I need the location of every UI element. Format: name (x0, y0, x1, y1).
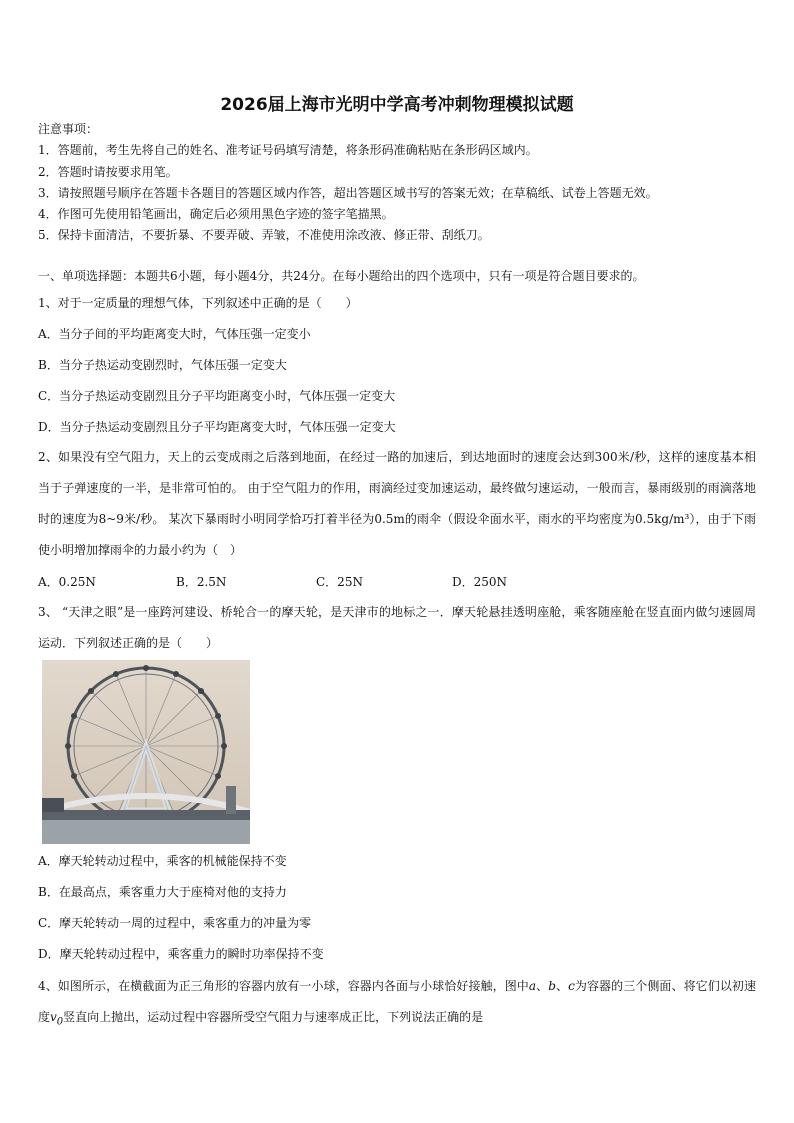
notice-item: 4．作图可先使用铅笔画出，确定后必须用黑色字迹的签字笔描黑。 (38, 207, 394, 221)
question-3-option-b: B．在最高点，乘客重力大于座椅对他的支持力 (38, 885, 287, 899)
variable-a: a (528, 979, 537, 993)
question-3-option-a: A．摩天轮转动过程中，乘客的机械能保持不变 (38, 854, 287, 868)
section-heading: 一、单项选择题：本题共6小题，每小题4分，共24分。在每小题给出的四个选项中，只有一项是符合题目要求的。 (38, 269, 645, 283)
variable-v0: $v_0$ (50, 1010, 64, 1028)
notice-item: 5．保持卡面清洁，不要折暴、不要弄破、弄皱，不准使用涂改液、修正带、刮纸刀。 (38, 228, 490, 242)
question-2-option-a: A．0.25N (38, 575, 96, 589)
question-1-stem: 1、对于一定质量的理想气体，下列叙述中正确的是（ ） (38, 296, 358, 310)
question-2-stem: 2、如果没有空气阻力，天上的云变成雨之后落到地面，在经过一路的加速后，到达地面时的速度会达到300米/秒，这样的速度基本相当于子弹速度的一半，是非常可怕的。 由于空气阻力的作用，雨滴经过变加速运动，最终做匀速运动，一般而言，暴雨级别的雨滴落地时的速度为8~9米/秒。 某次下暴雨时小明同学恰巧打着半径为0.5m的雨伞（假设伞面水平，雨水的平均密度为0.5kg/m³），由于下雨使小明增加撑雨伞的力最小约为（ ） (38, 450, 756, 557)
question-1-option-b: B．当分子热运动变剧烈时，气体压强一定变大 (38, 358, 287, 372)
question-1-option-d: D．当分子热运动变剧烈且分子平均距离变大时，气体压强一定变大 (38, 420, 396, 434)
ferris-wheel-photo (42, 660, 250, 844)
page-title: 2026届上海市光明中学高考冲刺物理模拟试题 (220, 95, 574, 115)
question-3-option-c: C．摩天轮转动一周的过程中，乘客重力的冲量为零 (38, 916, 312, 930)
question-3-option-d: D．摩天轮转动过程中，乘客重力的瞬时功率保持不变 (38, 947, 324, 961)
notice-item: 1．答题前，考生先将自己的姓名、准考证号码填写清楚，将条形码准确粘贴在条形码区域内。 (38, 143, 538, 157)
question-1-option-a: A．当分子间的平均距离变大时，气体压强一定变小 (38, 327, 311, 341)
question-2-option-b: B．2.5N (176, 575, 227, 589)
variable-c: c (568, 979, 575, 993)
question-2-option-d: D．250N (452, 575, 508, 589)
notice-heading: 注意事项： (38, 122, 99, 136)
question-1-option-c: C．当分子热运动变剧烈且分子平均距离变小时，气体压强一定变大 (38, 389, 396, 403)
question-2-option-c: C．25N (316, 575, 363, 589)
notice-item: 3．请按照题号顺序在答题卡各题目的答题区域内作答，超出答题区域书写的答案无效；在草稿纸、试卷上答题无效。 (38, 186, 658, 200)
question-4-stem: 4、如图所示，在横截面为正三角形的容器内放有一小球，容器内各面与小球恰好接触，图中a、b、c为容器的三个侧面、将它们以初速度$v_0$竖直向上抛出，运动过程中容器所受空气阻力与速率成正比，下列说法正确的是 (38, 979, 756, 1028)
notice-item: 2．答题时请按要求用笔。 (38, 165, 178, 179)
question-3-stem: 3、 “天津之眼”是一座跨河建设、桥轮合一的摩天轮，是天津市的地标之一．摩天轮悬挂透明座舱，乘客随座舱在竖直面内做匀速圆周运动．下列叙述正确的是（ ） (38, 605, 756, 650)
variable-b: b (548, 979, 556, 993)
